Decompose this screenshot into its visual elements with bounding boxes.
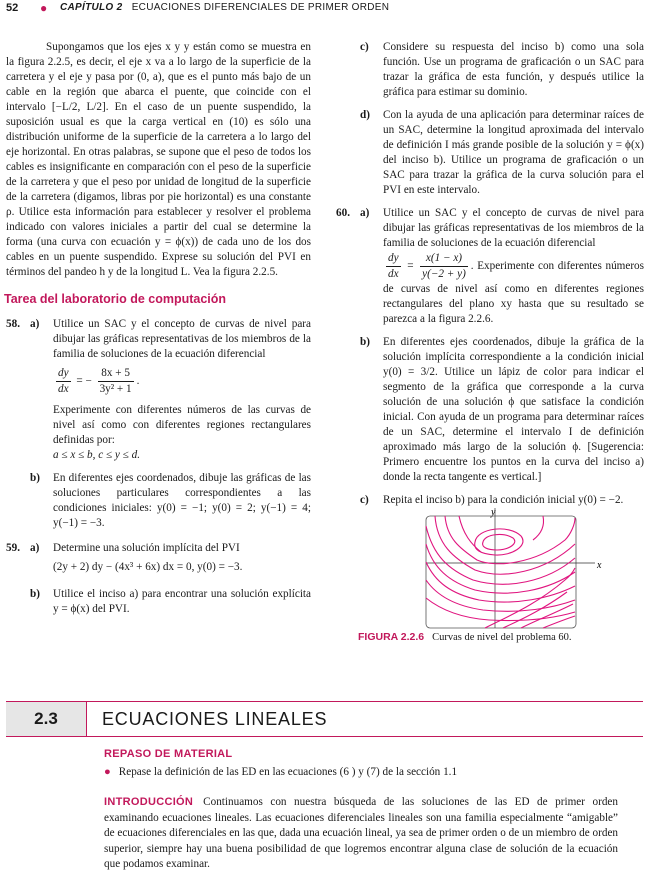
level-curves-figure [425,508,615,630]
figure-caption-text: Curvas de nivel del problema 60. [432,632,572,643]
part-text: En diferentes ejes coordenados, dibuje las gráficas de las soluciones particulares correspondientes a las condiciones iniciales: y(0) = −1; y(0) = 2; y(−1) = 4; y(−1) = −3. [53,472,311,529]
part-text: En diferentes ejes coordenados, dibuje la gráfica de la solución implícita correspondiente a la condición inicial y(0) = 3/2. Utilice un lápiz de color para indicar el segmento de la gráfica que corresponde a la curva solución de una solución ϕ que satisface la condición inicial. Con ayuda de un programa para determinar raíces de un SAC, determine el intervalo I de definición aproximado más largo de la solución ϕ. [Sugerencia: Primero encuentre los puntos en la curva del inciso a) donde la recta tangente es vertical.] [383,336,644,483]
lab-heading: Tarea del laboratorio de computación [4,292,227,306]
part-text: Utilice el inciso a) para encontrar una solución explícita y = ϕ(x) del PVI. [53,588,311,615]
page-number: 52 [6,2,19,14]
equation-line [383,251,644,327]
part-label: a) [30,318,40,330]
part-text: Experimente con diferentes números de las curvas de nivel así como con diferentes regiones rectangulares definidas por: [53,404,311,446]
part-text: Utilice un SAC y el concepto de curvas de nivel para dibujar las gráficas representativas de los miembros de la familia de soluciones de la ecuación diferencial [383,207,644,249]
problem-number: 60. [336,207,350,219]
problem-number: 58. [6,318,20,330]
problem-58-b [6,471,311,531]
fraction [386,251,401,282]
level-curve [533,516,544,540]
review-item-text: Repase la definición de las ED en las ecuaciones (6 ) y (7) de la sección 1.1 [118,766,458,778]
equals-sign: = [407,260,414,273]
part-label: c) [360,494,369,506]
left-column [6,40,311,617]
review-item [104,766,457,778]
denominator: y(−2 + y) [422,268,466,280]
eq-end: . [136,375,140,388]
problem-59-b [6,587,311,617]
problem-60 [336,206,644,327]
problem-60-c [336,493,644,508]
problem-59-c [336,40,644,100]
part-text: Considere su respuesta del inciso b) como una sola función. Use un programa de graficación o un SAC para trazar la gráfica de esta función, y después utilice la gráfica para estimar su dominio. [383,41,644,98]
numerator: dy [386,251,401,267]
review-heading: REPASO DE MATERIAL [104,748,233,760]
figure-label: FIGURA 2.2.6 [358,631,425,643]
chapter-label: CAPÍTULO 2 [60,2,123,13]
part-label: a) [30,542,40,554]
level-curve [485,568,575,628]
section-title: ECUACIONES LINEALES [102,709,328,729]
part-label: c) [360,41,369,53]
problem-59-d [336,108,644,198]
section-number: 2.3 [6,702,87,736]
level-curve [459,516,481,552]
equation [53,366,311,397]
part-label: b) [360,336,370,348]
denominator: dx [58,383,69,395]
part-label: a) [360,207,370,219]
part-text: Repita el inciso b) para la condición inicial y(0) = −2. [383,494,624,506]
part-text: Utilice un SAC y el concepto de curvas de nivel para dibujar las gráficas representativas de los miembros de la familia de soluciones de la ecuación diferencial [53,318,311,360]
fraction [56,366,71,397]
numerator: x(1 − x) [420,251,468,267]
level-curve [483,535,515,550]
chapter-heading [60,2,389,13]
problem-number: 59. [6,542,20,554]
figure-caption [358,631,572,643]
right-column [336,40,644,508]
level-curve [426,562,575,602]
intro-heading: INTRODUCCIÓN [104,796,194,808]
region-text: a ≤ x ≤ b, c ≤ y ≤ d. [53,449,141,461]
level-curves [426,516,575,628]
y-axis-label: y [491,508,496,518]
problem-60-b [336,335,644,485]
level-curve [475,529,523,555]
level-curve [445,516,575,564]
part-text: . Experimente con diferentes números de curvas de nivel así como en diferentes regiones rectangulares del plano xy hasta que su resultado se parezca a la figura 2.2.6. [383,260,645,325]
header-bullet-icon: ● [40,1,48,15]
part-text: Determine una solución implícita del PVI [53,542,240,554]
chapter-title: ECUACIONES DIFERENCIALES DE PRIMER ORDEN [131,2,390,13]
part-label: b) [30,472,40,484]
intro-paragraph: Supongamos que los ejes x y y están como se muestra en la figura 2.2.5, es decir, el eje x va a lo largo de la superficie de la carretera y el eje y pasa por (0, a), que es el punto más bajo de un cable en la región que abarca el puente, que coincide con el intervalo [−L/2, L/2]. En el caso de un puente suspendido, la suposición usual es que la carga vertical en (10) es sólo una distribución uniforme de la superficie de la carretera a lo largo del eje horizontal. En otras palabras, se supone que el peso de todos los cables es insignificante en comparación con el peso de la superficie de la carretera y que el peso por unidad de longitud de la superficie de la carretera (digamos, libras por pie horizontal) es una constante ρ. Utilice esta información para establecer y resolver el problema indicado con valores iniciales a partir del cual se determine la forma (una curva con ecuación y = ϕ(x)) de cada uno de los dos cables en un puente suspendido. Exprese su solución del PVI en términos del pandeo h y de la longitud L. Vea la figura 2.2.5. [6,41,311,278]
numerator: 8x + 5 [98,366,134,382]
level-curve [426,544,575,593]
running-header [0,0,649,14]
denominator: 3y² + 1 [99,383,132,395]
equation: (2y + 2) dy − (4x³ + 6x) dx = 0, y(0) = −3. [53,561,243,573]
introduction [104,795,618,873]
fraction [98,366,134,397]
problem-59 [6,541,311,575]
section-header [6,701,643,737]
x-axis-label: x [597,560,602,571]
equals-sign: = − [76,375,92,388]
part-label: b) [30,588,40,600]
fraction [420,251,468,282]
part-label: d) [360,109,370,121]
problem-58 [6,317,311,463]
numerator: dy [56,366,71,382]
part-text: Con la ayuda de una aplicación para determinar raíces de un SAC, determine la longitud aproximada del intervalo de definición I más grande posible de la solución y = ϕ(x) del inciso b). Utilice un programa de graficación o un SAC para trazar la gráfica de la curva solución para el PVI en este intervalo. [383,109,644,196]
denominator: dx [388,268,399,280]
bullet-icon: ● [104,766,111,778]
level-curve [435,516,575,574]
intro-text: Continuamos con nuestra búsqueda de las soluciones de las ED de primer orden examinando ecuaciones lineales. Las ecuaciones diferenciales lineales son una familia especialmente “amigable” de ecuaciones diferenciales en las que, dada una ecuación lineal, ya sea de primer orden o de un miembro de orden superior, siempre hay una buena posibilidad de que logremos encontrar alguna clase de solución de la ecuación que podamos examinar. [104,796,618,870]
